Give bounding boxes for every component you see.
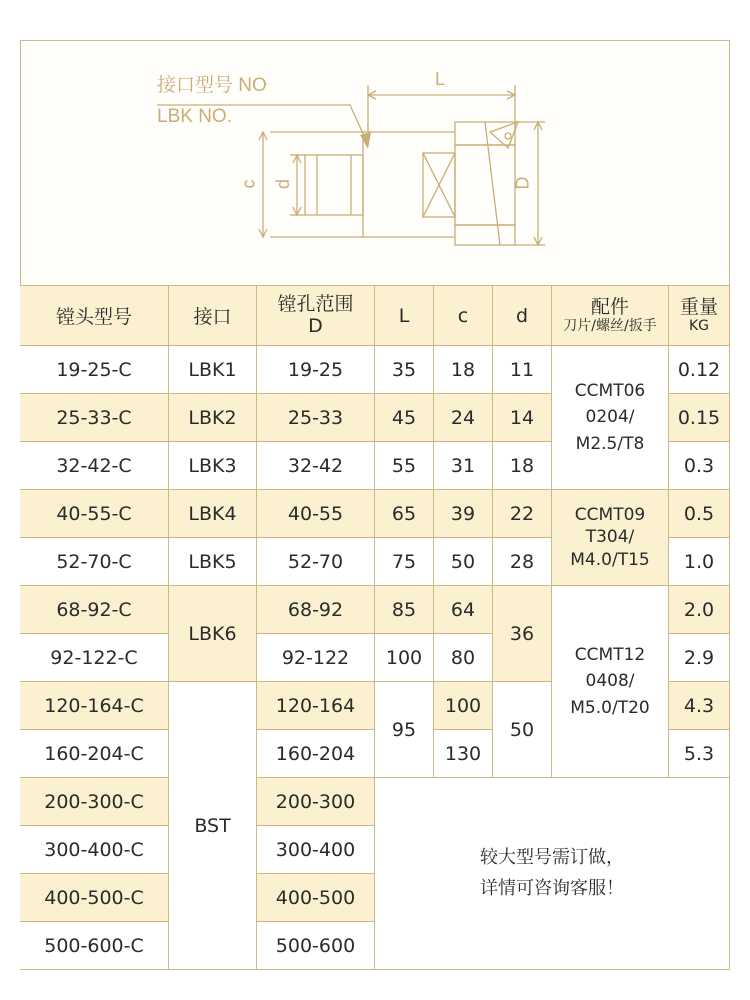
header-parts [552,285,669,346]
custom-order-note [375,778,730,970]
cell-c: 130 [434,730,493,778]
cell-model: 300-400-C [20,826,169,874]
cell-L: 85 [375,586,434,634]
cell-model: 68-92-C [20,586,169,634]
cell-range: 68-92 [257,586,375,634]
parts-line: M2.5/T8 [575,433,645,454]
interface-lbk3: LBK3 [169,442,257,490]
cell-c: 100 [434,682,493,730]
parts-line: 0204/ [585,407,635,428]
interface-lbk1: LBK1 [169,346,257,394]
dim-d-label: d [273,178,294,190]
interface-lbk6: LBK6 [169,586,257,682]
cell-range: 200-300 [257,778,375,826]
parts-line: M5.0/T20 [570,697,650,718]
header-parts-main: 配件 [590,295,629,318]
cell-model: 160-204-C [20,730,169,778]
cell-L: 75 [375,538,434,586]
cell-range: 25-33 [257,394,375,442]
cell-L: 55 [375,442,434,490]
header-weight-main: 重量 [679,295,718,318]
cell-c: 39 [434,490,493,538]
cell-c: 50 [434,538,493,586]
cell-model: 52-70-C [20,538,169,586]
cell-model: 120-164-C [20,682,169,730]
interface-label-en: LBK NO. [157,106,232,127]
interface-label-cn: 接口型号 NO [157,75,267,96]
cell-d: 11 [493,346,552,394]
cell-weight: 0.12 [669,346,730,394]
interface-lbk2: LBK2 [169,394,257,442]
header-interface: 接口 [169,285,257,346]
header-d: d [493,285,552,346]
dim-c-label: c [238,179,259,189]
header-model: 镗头型号 [20,285,169,346]
cell-c: 24 [434,394,493,442]
header-c: c [434,285,493,346]
d-50: 50 [493,682,552,778]
cell-range: 32-42 [257,442,375,490]
cell-c: 64 [434,586,493,634]
note-line: 详情可咨询客服！ [480,877,624,899]
cell-c: 31 [434,442,493,490]
cell-weight: 2.9 [669,634,730,682]
header-weight-sub: KG [688,318,710,335]
parts-ccmt12 [552,586,669,778]
parts-line: T304/ [585,527,635,548]
cell-d: 18 [493,442,552,490]
cell-model: 200-300-C [20,778,169,826]
cell-L: 100 [375,634,434,682]
interface-lbk5: LBK5 [169,538,257,586]
cell-d: 28 [493,538,552,586]
cell-model: 400-500-C [20,874,169,922]
parts-line: 0408/ [585,671,635,692]
header-L: L [375,285,434,346]
parts-line: CCMT12 [574,644,646,665]
cell-range: 19-25 [257,346,375,394]
cell-range: 400-500 [257,874,375,922]
parts-ccmt06 [552,346,669,490]
header-range [257,285,375,346]
parts-line: M4.0/T15 [570,549,650,570]
header-parts-sub: 刀片/螺丝/扳手 [563,318,657,335]
dim-D-label: D [512,176,533,190]
cell-c: 18 [434,346,493,394]
cell-weight: 2.0 [669,586,730,634]
cell-L: 35 [375,346,434,394]
boring-head-drawing [20,40,730,285]
dim-L-label: L [435,69,446,89]
cell-range: 92-122 [257,634,375,682]
parts-line: CCMT06 [574,380,646,401]
cell-L: 65 [375,490,434,538]
d-36: 36 [493,586,552,682]
cell-model: 19-25-C [20,346,169,394]
cell-range: 500-600 [257,922,375,970]
cell-weight: 0.3 [669,442,730,490]
note-line: 较大型号需订做， [480,846,624,868]
cell-model: 25-33-C [20,394,169,442]
cell-d: 22 [493,490,552,538]
cell-range: 120-164 [257,682,375,730]
cell-weight: 0.5 [669,490,730,538]
header-range-sub: D [308,314,323,337]
cell-range: 160-204 [257,730,375,778]
parts-line: CCMT09 [574,505,646,526]
cell-model: 500-600-C [20,922,169,970]
cell-model: 40-55-C [20,490,169,538]
header-weight [669,285,730,346]
cell-range: 40-55 [257,490,375,538]
cell-range: 52-70 [257,538,375,586]
cell-model: 92-122-C [20,634,169,682]
cell-c: 80 [434,634,493,682]
cell-weight: 4.3 [669,682,730,730]
cell-d: 14 [493,394,552,442]
cell-range: 300-400 [257,826,375,874]
boring-head-diagram [20,40,730,285]
cell-weight: 1.0 [669,538,730,586]
cell-weight: 0.15 [669,394,730,442]
header-range-main: 镗孔范围 [277,292,354,315]
L-95: 95 [375,682,434,778]
cell-weight: 5.3 [669,730,730,778]
interface-bst: BST [169,682,257,970]
spec-table [20,285,730,970]
interface-lbk4: LBK4 [169,490,257,538]
cell-model: 32-42-C [20,442,169,490]
parts-ccmt09 [552,490,669,586]
cell-L: 45 [375,394,434,442]
